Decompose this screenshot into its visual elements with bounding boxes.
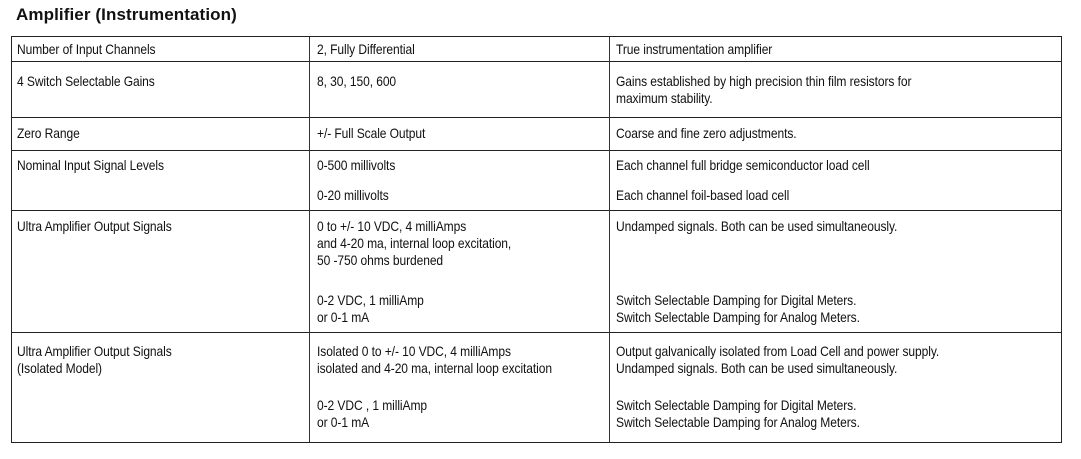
table-cell-note: Each channel foil-based load cell [616, 187, 790, 203]
row-divider [12, 150, 1061, 151]
page-title: Amplifier (Instrumentation) [16, 5, 237, 24]
row-divider [12, 117, 1061, 118]
table-cell-note: Switch Selectable Damping for Digital Meters. [616, 397, 857, 413]
table-cell-value: 0-500 millivolts [317, 157, 396, 173]
table-cell-value: 0 to +/- 10 VDC, 4 milliAmps [317, 218, 467, 234]
row-divider [12, 332, 1061, 333]
table-cell-note: maximum stability. [616, 90, 713, 106]
column-divider [309, 37, 310, 442]
table-cell-value: 50 -750 ohms burdened [317, 252, 444, 268]
table-cell-value: +/- Full Scale Output [317, 125, 426, 141]
table-cell-note: Switch Selectable Damping for Analog Meters. [616, 309, 860, 325]
table-cell-note: Switch Selectable Damping for Digital Meters. [616, 292, 857, 308]
table-cell-value: 0-2 VDC , 1 milliAmp [317, 397, 428, 413]
table-cell-note: Undamped signals. Both can be used simultaneously. [616, 360, 898, 376]
row-divider [12, 61, 1061, 62]
table-cell-note: Switch Selectable Damping for Analog Meters. [616, 414, 860, 430]
table-cell-param: (Isolated Model) [17, 360, 102, 376]
table-cell-note: Gains established by high precision thin film resistors for [616, 73, 912, 89]
table-cell-note: True instrumentation amplifier [616, 41, 773, 57]
spec-table [11, 36, 1062, 443]
table-cell-value: or 0-1 mA [317, 414, 370, 430]
table-cell-param: Number of Input Channels [17, 41, 156, 57]
table-cell-value: isolated and 4-20 ma, internal loop excitation [317, 360, 552, 376]
table-cell-value: and 4-20 ma, internal loop excitation, [317, 235, 512, 251]
row-divider [12, 210, 1061, 211]
table-cell-param: Ultra Amplifier Output Signals [17, 218, 172, 234]
table-cell-note: Output galvanically isolated from Load Cell and power supply. [616, 343, 940, 359]
table-cell-value: 2, Fully Differential [317, 41, 415, 57]
table-cell-param: Zero Range [17, 125, 80, 141]
column-divider [609, 37, 610, 442]
table-cell-param: Nominal Input Signal Levels [17, 157, 164, 173]
table-cell-value: 0-2 VDC, 1 milliAmp [317, 292, 424, 308]
table-cell-value: or 0-1 mA [317, 309, 370, 325]
table-cell-value: 0-20 millivolts [317, 187, 389, 203]
table-cell-note: Undamped signals. Both can be used simultaneously. [616, 218, 898, 234]
table-cell-value: Isolated 0 to +/- 10 VDC, 4 milliAmps [317, 343, 511, 359]
table-cell-param: Ultra Amplifier Output Signals [17, 343, 172, 359]
table-cell-param: 4 Switch Selectable Gains [17, 73, 155, 89]
table-cell-value: 8, 30, 150, 600 [317, 73, 397, 89]
table-cell-note: Each channel full bridge semiconductor load cell [616, 157, 870, 173]
table-cell-note: Coarse and fine zero adjustments. [616, 125, 797, 141]
